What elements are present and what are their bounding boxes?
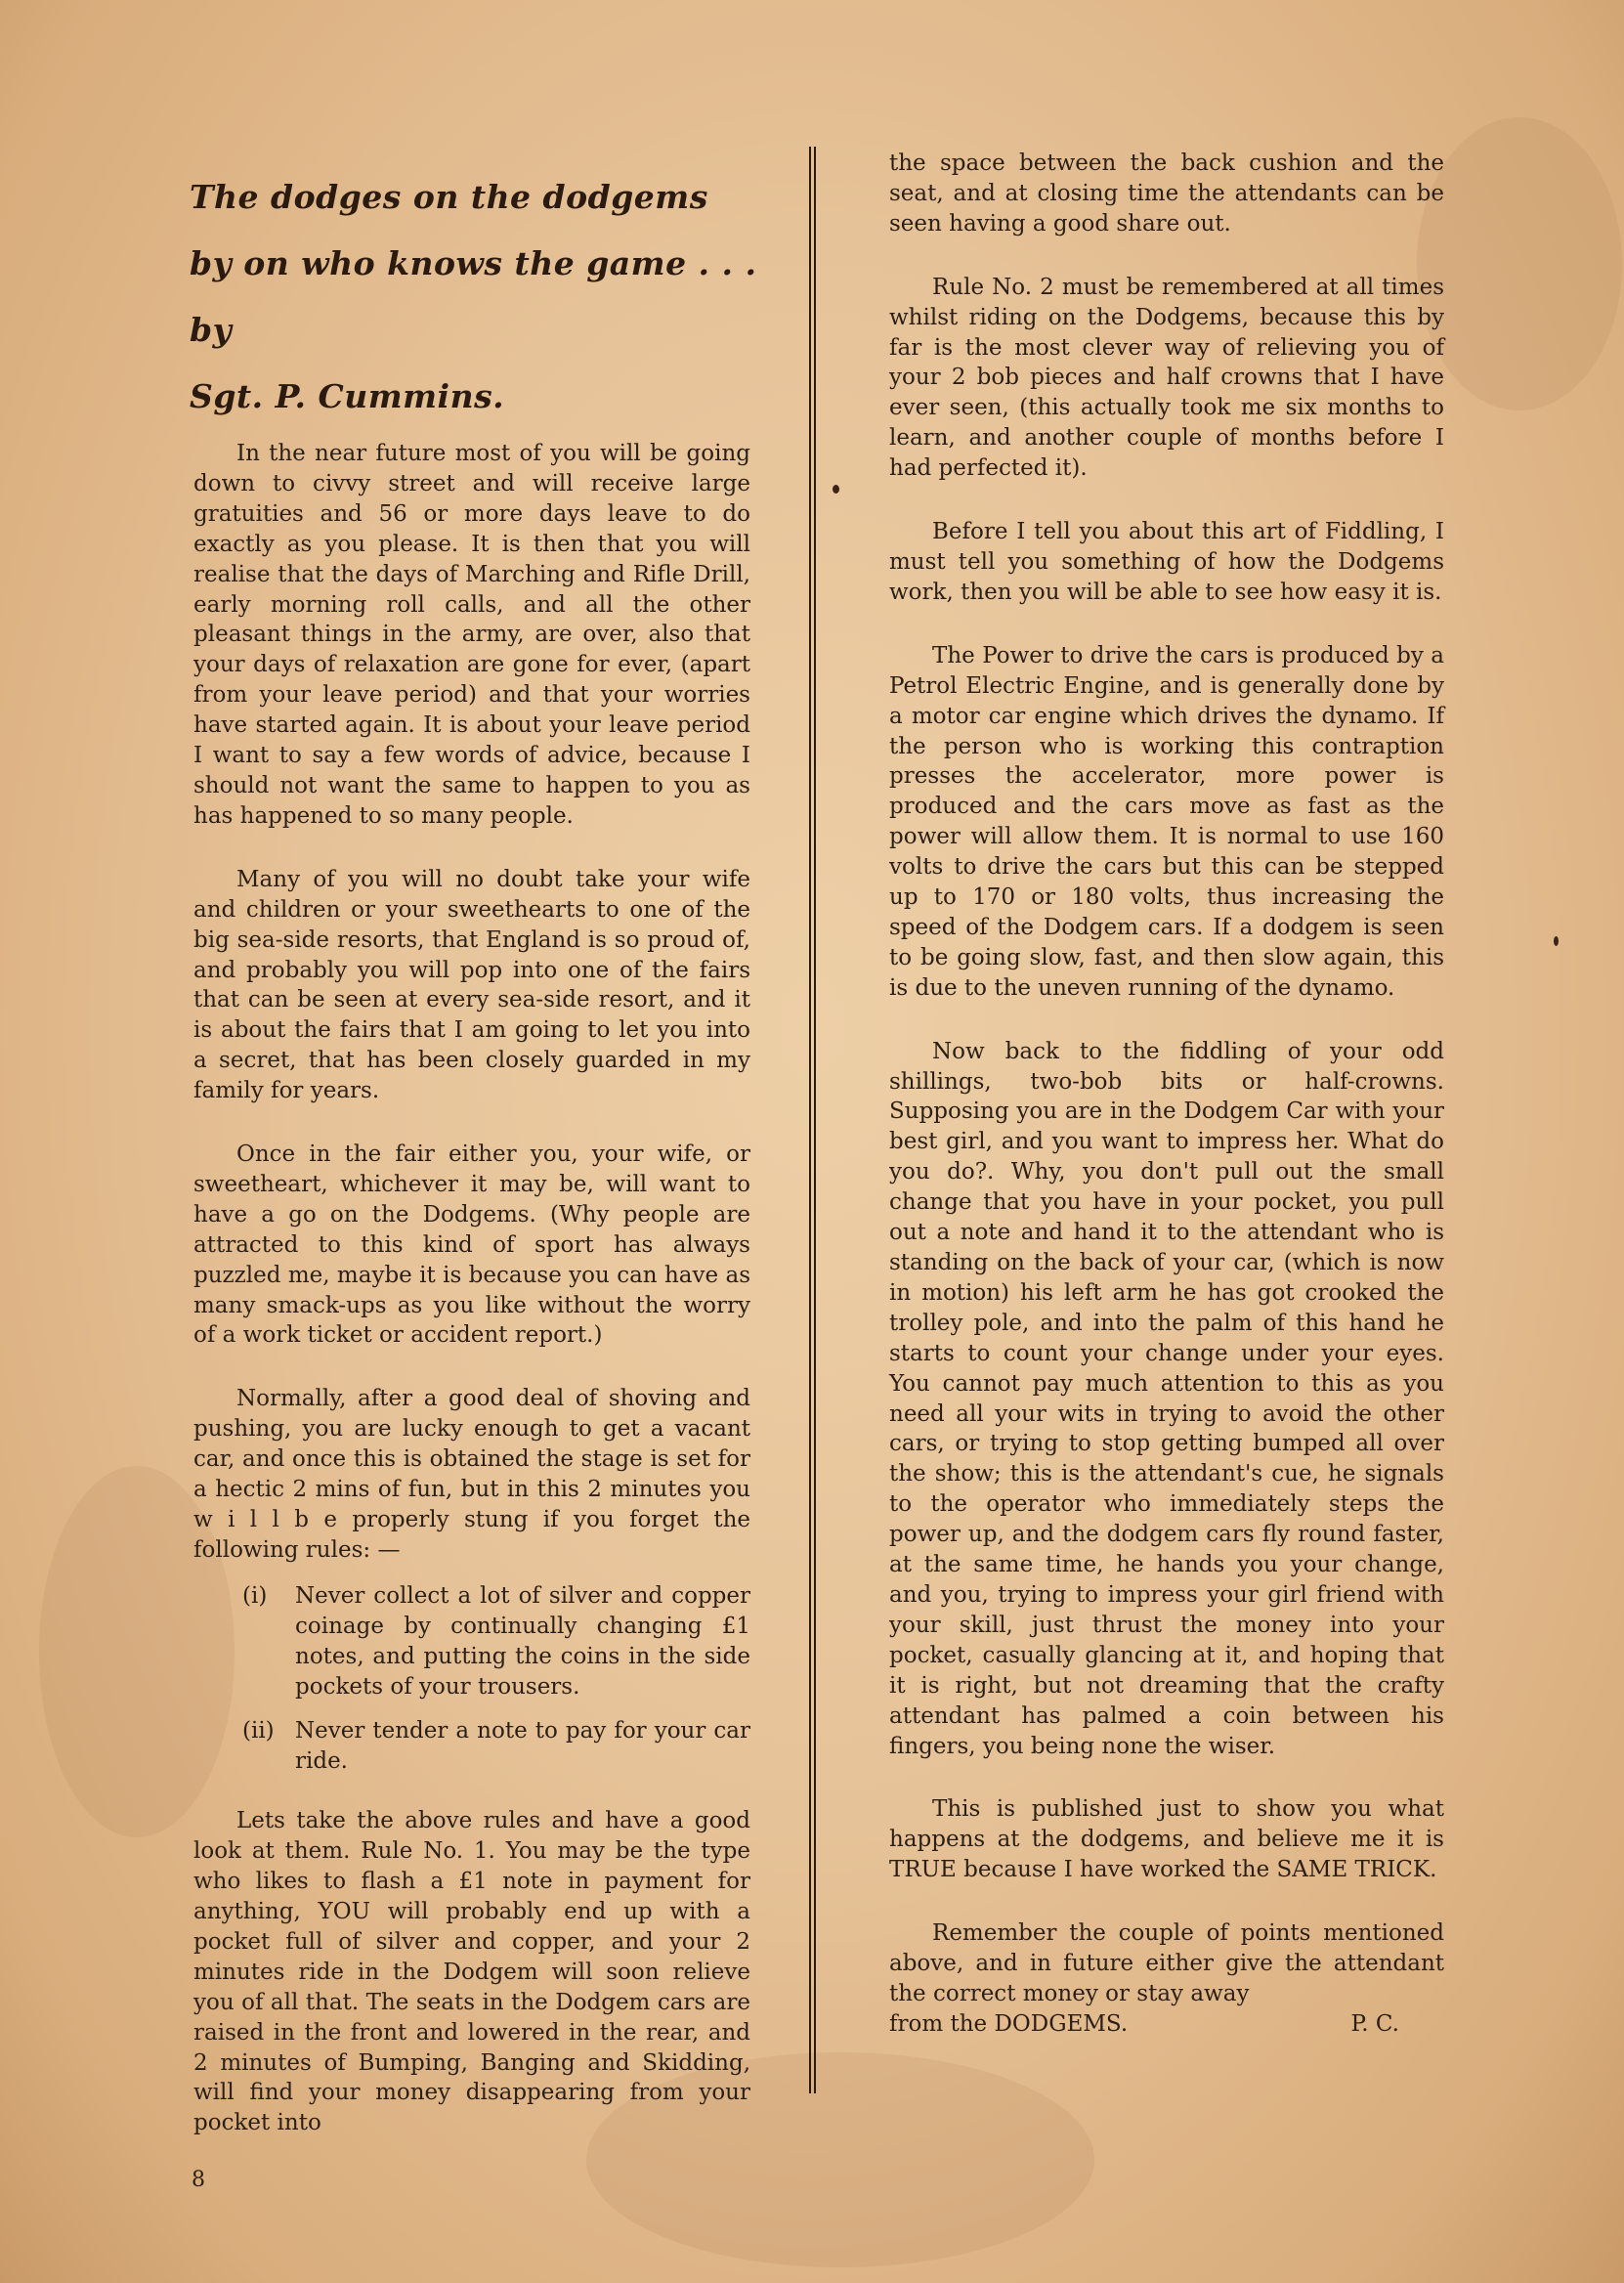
rule-text: Never collect a lot of silver and copper coinage by continually changing £1 notes, and putting the coins in the side pockets of your trousers. bbox=[295, 1582, 750, 1700]
paragraph: In the near future most of you will be going down to civvy street and will receive large gratuities and 56 or more days leave to do exactly as you please. It is then that you will realise that the days of Marching and Rifle Drill, early morning roll calls, and all the other pleasant things in the army, are over, also that your days of relaxation are gone for ever, (apart from your leave period) and that your worries have started again. It is about your leave period I want to say a few words of advice, because I should not want the same to happen to you as has happened to so many people. bbox=[193, 441, 750, 829]
paragraph: Normally, after a good deal of shoving and pushing, you are lucky enough to get a vacant car, and once this is obtained the stage is set for a hectic 2 mins of fun, but in this 2 minutes you w i l l b e properly stung if you forget the following rules: — bbox=[193, 1386, 750, 1563]
right-column bbox=[889, 149, 1444, 2040]
paragraph: Rule No. 2 must be remembered at all times whilst riding on the Dodgems, because this by far is the most clever way of relieving you of your 2 bob pieces and half crowns that I have ever seen, (this actually took me six months to learn, and another couple of months before I had perfected it). bbox=[889, 274, 1444, 482]
paragraph-continued: the space between the back cushion and the seat, and at closing time the attendants can be seen having a good share out. bbox=[889, 151, 1444, 237]
article-title: The dodges on the dodgems bbox=[190, 178, 708, 216]
paragraph: This is published just to show you what happens at the dodgems, and believe me it is TRUE because I have worked the SAME TRICK. bbox=[889, 1796, 1444, 1883]
byline-by: by bbox=[190, 311, 233, 349]
rule-number: (i) bbox=[242, 1582, 268, 1609]
ink-speck bbox=[833, 485, 839, 494]
article-title-block bbox=[190, 164, 757, 430]
paper-stain bbox=[1417, 117, 1622, 410]
signature: P. C. bbox=[1350, 2010, 1399, 2037]
rule-item bbox=[242, 1581, 750, 1702]
rules-list bbox=[193, 1581, 750, 1777]
paragraph: Many of you will no doubt take your wife and children or your sweethearts to one of the big sea-side resorts, that England is so proud of, and probably you will pop into one of the fairs that can be seen at every sea-side resort, and it is about the fairs that I am going to let you into a secret, that has been closely guarded in my family for years. bbox=[193, 866, 750, 1104]
rule-number: (ii) bbox=[242, 1718, 275, 1745]
signoff-line bbox=[889, 2009, 1444, 2040]
rule-text: Never tender a note to pay for your car ride. bbox=[295, 1718, 750, 1775]
paragraph: Remember the couple of points mentioned above, and in future either give the attendant the correct money or stay away bbox=[889, 1920, 1444, 2006]
paragraph: Lets take the above rules and have a good look at them. Rule No. 1. You may be the type who likes to flash a £1 note in payment for anything, YOU will probably end up with a pocket full of silver and copper, and your 2 minutes ride in the Dodgem will soon relieve you of all that. The seats in the Dodgem cars are raised in the front and lowered in the rear, and 2 minutes of Bumping, Banging and Skidding, will find your money disappearing from your pocket into bbox=[193, 1808, 750, 2136]
paragraph: Once in the fair either you, your wife, or sweetheart, whichever it may be, will want to have a go on the Dodgems. (Why people are attracted to this kind of sport has always puzzled me, maybe it is because you can have as many smack-ups as you like without the worry of a work ticket or accident report.) bbox=[193, 1142, 750, 1349]
author-name: Sgt. P. Cummins. bbox=[190, 377, 505, 415]
page-number: 8 bbox=[192, 2168, 205, 2192]
paragraph: Now back to the fiddling of your odd shillings, two-bob bits or half-crowns. Supposing you are in the Dodgem Car with your best girl, and you want to impress her. What do you do?. Why, you don't pull out the small change that you have in your pocket, you pull out a note and hand it to the attendant who is standing on the back of your car, (which is now in motion) his left arm he has got crooked the trolley pole, and into the palm of this hand he starts to count your change under your eyes. You cannot pay much attention to this as you need all your wits in trying to avoid the other cars, or trying to stop getting bumped all over the show; this is the attendant's cue, he signals to the operator who immediately steps the power up, and the dodgem cars fly round faster, at the same time, he hands you your change, and you, trying to impress your girl friend with your skill, just thrust the money into your pocket, casually glancing at it, and hoping that it is right, but not dreaming that the crafty attendant has palmed a coin between his fingers, you being none the wiser. bbox=[889, 1038, 1444, 1759]
paragraph: Before I tell you about this art of Fiddling, I must tell you something of how the Dodgems work, then you will be able to see how easy it is. bbox=[889, 519, 1444, 605]
left-column bbox=[193, 439, 750, 2138]
paragraph: The Power to drive the cars is produced by a Petrol Electric Engine, and is generally done by a motor car engine which drives the dynamo. If the person who is working this contraption presses the accelerator, more power is produced and the cars move as fast as the power will allow them. It is normal to use 160 volts to drive the cars but this can be stepped up to 170 or 180 volts, thus increasing the speed of the Dodgem cars. If a dodgem is seen to be going slow, fast, and then slow again, this is due to the uneven running of the dynamo. bbox=[889, 642, 1444, 1001]
article-subtitle: by on who knows the game . . . bbox=[190, 244, 757, 282]
closing-text: from the DODGEMS. bbox=[889, 2010, 1129, 2037]
ink-speck bbox=[1554, 936, 1559, 946]
rule-item bbox=[242, 1716, 750, 1777]
column-divider bbox=[809, 147, 816, 2093]
